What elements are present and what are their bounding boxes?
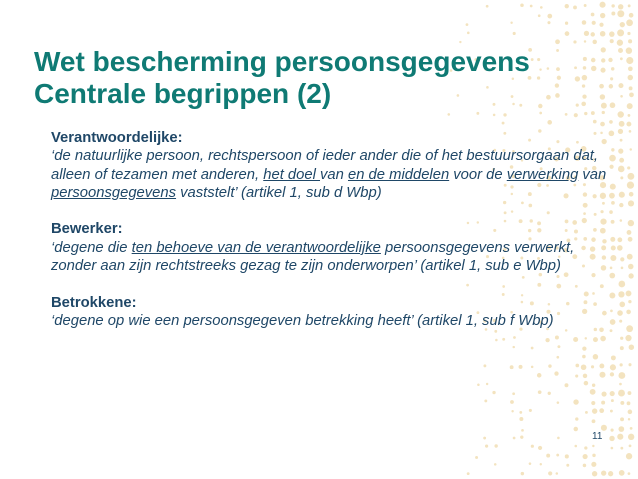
decorative-dot [467, 32, 470, 35]
decorative-dot [467, 472, 470, 475]
decorative-dot [599, 2, 605, 8]
decorative-dot [617, 434, 623, 440]
decorative-dot [591, 365, 594, 368]
decorative-dot [628, 39, 632, 43]
decorative-dot [520, 436, 523, 439]
decorative-dot [519, 411, 522, 414]
decorative-dot [573, 6, 577, 10]
decorative-dot [592, 454, 595, 457]
decorative-dot [485, 445, 488, 448]
decorative-dot [584, 31, 589, 36]
decorative-dot [625, 335, 631, 341]
decorative-dot [609, 120, 613, 124]
decorative-dot [573, 399, 578, 404]
decorative-dot [547, 21, 550, 24]
decorative-dot [618, 48, 623, 53]
decorative-dot [617, 111, 623, 117]
decorative-dot [619, 320, 622, 323]
decorative-dot [620, 22, 625, 27]
decorative-dot [611, 399, 614, 402]
slide-title [34, 46, 530, 110]
decorative-dot [626, 19, 633, 26]
decorative-dot [599, 84, 604, 89]
decorative-dot [628, 75, 634, 81]
decorative-dot [627, 32, 630, 35]
decorative-dot [617, 245, 623, 251]
decorative-dot [620, 139, 623, 142]
decorative-dot [538, 14, 541, 17]
decorative-dot [547, 120, 552, 125]
decorative-dot [582, 75, 588, 81]
decorative-dot [601, 470, 606, 475]
decorative-dot [610, 237, 615, 242]
decorative-dot [530, 5, 533, 8]
decorative-dot [538, 390, 542, 394]
decorative-dot [627, 182, 634, 189]
decorative-dot [492, 391, 495, 394]
decorative-dot [608, 58, 612, 62]
decorative-dot [583, 57, 587, 61]
decorative-dot [575, 76, 580, 81]
decorative-dot [513, 437, 516, 440]
decorative-dot [600, 122, 605, 127]
decorative-dot [540, 6, 543, 9]
decorative-dot [610, 364, 616, 370]
decorative-dot [538, 446, 542, 450]
decorative-dot [590, 389, 596, 395]
definition-betrokkene [51, 294, 611, 331]
decorative-dot [601, 391, 606, 396]
decorative-dot [575, 364, 579, 368]
decorative-dot [618, 166, 625, 173]
decorative-dot [582, 84, 585, 87]
decorative-dot [629, 130, 632, 133]
decorative-dot [557, 437, 560, 440]
decorative-dot [618, 129, 623, 134]
definition-text [51, 313, 554, 329]
decorative-dot [529, 462, 532, 465]
decorative-dot [611, 429, 614, 432]
text-part: persoonsgegevens verwerkt, zonder aan zijn rechtstreeks gezag te zijn onderworpen’ (artikel 1, sub e Wbp) [51, 239, 575, 275]
decorative-dot [557, 401, 560, 404]
decorative-dot [626, 122, 631, 127]
decorative-dot [627, 230, 632, 235]
decorative-dot [626, 310, 631, 315]
decorative-dot [611, 67, 614, 70]
definition-verantwoordelijke [51, 129, 611, 202]
decorative-dot [619, 203, 623, 207]
decorative-dot [584, 4, 587, 7]
decorative-dot [503, 113, 506, 116]
decorative-dot [548, 364, 551, 367]
decorative-dot [620, 447, 623, 450]
decorative-dot [573, 40, 576, 43]
decorative-dot [628, 114, 631, 117]
decorative-dot [521, 429, 524, 432]
term-bewerker: Bewerker: [51, 221, 123, 238]
decorative-dot [582, 94, 586, 98]
decorative-dot [548, 471, 552, 475]
decorative-dot [626, 47, 632, 53]
text-part: vaststelt’ (artikel 1, sub d Wbp) [176, 184, 382, 201]
decorative-dot [529, 409, 532, 412]
decorative-dot [556, 356, 559, 359]
decorative-dot [591, 58, 596, 63]
decorative-dot [630, 427, 633, 430]
decorative-dot [620, 176, 623, 179]
decorative-dot [618, 426, 624, 432]
decorative-dot [611, 246, 616, 251]
decorative-dot [575, 417, 578, 420]
decorative-dot [609, 31, 615, 37]
decorative-dot [628, 434, 634, 440]
decorative-dot [512, 392, 515, 395]
decorative-dot [583, 464, 587, 468]
decorative-dot [617, 10, 624, 17]
decorative-dot [547, 14, 552, 19]
decorative-dot [629, 92, 634, 97]
decorative-dot [628, 220, 634, 226]
decorative-dot [502, 122, 505, 125]
decorative-dot [611, 447, 614, 450]
decorative-dot [609, 84, 613, 88]
decorative-dot [510, 22, 512, 24]
decorative-dot [466, 23, 469, 26]
decorative-dot [484, 399, 487, 402]
decorative-dot [620, 257, 624, 261]
decorative-dot [537, 373, 542, 378]
decorative-dot [540, 463, 542, 465]
decorative-dot [617, 29, 624, 36]
decorative-dot [627, 173, 634, 180]
decorative-dot [617, 237, 622, 242]
decorative-dot [513, 32, 516, 35]
decorative-dot [611, 201, 615, 205]
decorative-dot [619, 302, 625, 308]
decorative-dot [584, 112, 587, 115]
decorative-dot [593, 120, 597, 124]
decorative-dot [531, 366, 534, 369]
decorative-dot [618, 390, 625, 397]
decorative-dot [620, 363, 623, 366]
decorative-dot [556, 49, 559, 52]
decorative-dot [600, 31, 606, 37]
decorative-dot [629, 444, 632, 447]
decorative-dot [591, 462, 596, 467]
decorative-dot [628, 391, 632, 395]
decorative-dot [601, 58, 605, 62]
decorative-dot [554, 371, 558, 375]
decorative-dot [521, 472, 524, 475]
term-verantwoordelijke: Verantwoordelijke: [51, 130, 183, 146]
decorative-dot [601, 425, 607, 431]
decorative-dot [494, 444, 497, 447]
decorative-dot [610, 102, 616, 108]
decorative-dot [555, 93, 560, 98]
decorative-dot [582, 20, 587, 25]
decorative-dot [556, 472, 559, 475]
definition-text [51, 240, 574, 274]
decorative-dot [519, 365, 523, 369]
decorative-dot [538, 104, 542, 108]
decorative-dot [620, 417, 624, 421]
decorative-dot [599, 372, 605, 378]
decorative-dot [584, 40, 586, 42]
decorative-dot [601, 401, 605, 405]
decorative-dot [618, 149, 623, 154]
decorative-dot [626, 453, 632, 459]
decorative-dot [520, 3, 524, 7]
decorative-dot [628, 300, 631, 303]
decorative-dot [610, 410, 613, 413]
decorative-dot [590, 32, 594, 36]
decorative-dot [610, 39, 614, 43]
decorative-dot [599, 23, 603, 27]
decorative-dot [574, 113, 578, 117]
decorative-dot [459, 41, 461, 43]
decorative-dot [617, 40, 623, 46]
underlined-middelen: en de middelen [347, 166, 450, 183]
text-part: ‘degene op wie een persoonsgegeven betrekking heeft’ (artikel 1, sub f Wbp) [51, 312, 554, 329]
decorative-dot [611, 12, 615, 16]
decorative-dot [610, 372, 614, 376]
decorative-dot [627, 103, 633, 109]
decorative-dot [583, 66, 587, 70]
decorative-dot [566, 464, 569, 467]
decorative-dot [608, 471, 613, 476]
decorative-dot [617, 310, 623, 316]
decorative-dot [618, 291, 624, 297]
decorative-dot [494, 463, 497, 466]
decorative-dot [600, 68, 605, 73]
decorative-dot [610, 255, 616, 261]
decorative-dot [531, 445, 534, 448]
underlined-persoonsgegevens: persoonsgegevens [51, 184, 177, 201]
decorative-dot [547, 67, 550, 70]
decorative-dot [574, 445, 577, 448]
decorative-dot [592, 40, 596, 44]
decorative-dot [565, 4, 569, 8]
decorative-dot [539, 112, 542, 115]
decorative-dot [511, 410, 513, 412]
decorative-dot [626, 57, 633, 64]
decorative-dot [486, 383, 488, 385]
decorative-dot [601, 103, 607, 109]
decorative-dot [483, 437, 486, 440]
decorative-dot [599, 408, 604, 413]
decorative-dot [574, 66, 577, 69]
definitions-body [51, 129, 611, 349]
decorative-dot [628, 472, 631, 475]
decorative-dot [592, 445, 594, 447]
decorative-dot [628, 264, 634, 270]
decorative-dot [591, 66, 596, 71]
decorative-dot [629, 344, 634, 349]
decorative-dot [565, 31, 570, 36]
decorative-dot [447, 113, 450, 116]
decorative-dot [583, 454, 588, 459]
decorative-dot [592, 408, 597, 413]
decorative-dot [610, 391, 615, 396]
decorative-dot [618, 372, 625, 379]
decorative-dot [583, 374, 587, 378]
decorative-dot [619, 158, 624, 163]
decorative-dot [483, 364, 486, 367]
decorative-dot [627, 254, 633, 260]
decorative-dot [537, 58, 540, 61]
decorative-dot [584, 446, 587, 449]
decorative-dot [591, 111, 595, 115]
page-number: 11 [592, 431, 603, 442]
decorative-dot [592, 21, 596, 25]
definition-text [51, 148, 606, 201]
decorative-dot [620, 95, 623, 98]
decorative-dot [628, 4, 631, 7]
title-line-1: Wet bescherming persoonsgegevens [34, 46, 530, 77]
decorative-dot [620, 337, 623, 340]
decorative-dot [600, 94, 605, 99]
decorative-dot [557, 76, 561, 80]
decorative-dot [628, 273, 633, 278]
text-part: ‘de natuurlijke persoon, rechtspersoon of ieder ander die of het bestuursorgaan dat, alleen of tezamen met anderen, [51, 148, 599, 183]
decorative-dot [475, 456, 478, 459]
decorative-dot [619, 281, 626, 288]
decorative-dot [618, 83, 623, 88]
decorative-dot [592, 471, 597, 476]
decorative-dot [611, 148, 614, 151]
decorative-dot [620, 346, 624, 350]
title-line-2: Centrale begrippen (2) [34, 78, 332, 109]
decorative-dot [565, 113, 568, 116]
decorative-dot [555, 83, 559, 87]
decorative-dot [621, 267, 624, 270]
underlined-ten-behoeve: ten behoeve van de verantwoordelijke [131, 239, 381, 256]
decorative-dot [628, 66, 633, 71]
decorative-dot [531, 58, 534, 61]
decorative-dot [629, 192, 634, 197]
decorative-dot [486, 5, 489, 8]
decorative-dot [620, 219, 623, 222]
decorative-dot [581, 102, 586, 107]
decorative-dot [629, 86, 633, 90]
decorative-dot [556, 67, 560, 71]
decorative-dot [627, 401, 631, 405]
decorative-dot [626, 325, 633, 332]
underlined-het-doel: het doel [263, 166, 321, 183]
decorative-dot [493, 114, 496, 117]
decorative-dot [599, 364, 604, 369]
decorative-dot [611, 355, 616, 360]
decorative-dot [555, 39, 560, 44]
decorative-dot [628, 237, 633, 242]
decorative-dot [574, 427, 578, 431]
text-part: ‘degene die [51, 239, 132, 256]
decorative-dot [585, 411, 588, 414]
decorative-dot [628, 418, 630, 420]
decorative-dot [618, 4, 623, 9]
decorative-dot [510, 365, 514, 369]
decorative-dot [539, 68, 541, 70]
decorative-dot [601, 47, 606, 52]
decorative-dot [602, 111, 605, 114]
decorative-dot [584, 381, 589, 386]
underlined-verwerking: verwerking [506, 166, 579, 183]
decorative-dot [620, 401, 624, 405]
decorative-dot [620, 57, 623, 60]
decorative-dot [519, 417, 523, 421]
decorative-dot [565, 383, 569, 387]
decorative-dot [548, 392, 551, 395]
decorative-dot [546, 95, 551, 100]
decorative-dot [627, 166, 630, 169]
text-part: van [320, 166, 348, 183]
text-part: van [578, 166, 607, 183]
decorative-dot [565, 22, 568, 25]
decorative-dot [476, 112, 479, 115]
definition-bewerker [51, 220, 611, 275]
decorative-dot [581, 364, 587, 370]
decorative-dot [591, 13, 595, 17]
term-betrokkene: Betrokkene: [51, 294, 137, 311]
text-part: voor de [449, 166, 507, 183]
decorative-dot [630, 148, 632, 150]
decorative-dot [626, 291, 632, 297]
decorative-dot [576, 103, 579, 106]
decorative-dot [575, 374, 578, 377]
decorative-dot [477, 383, 480, 386]
decorative-dot [593, 354, 598, 359]
decorative-dot [610, 77, 613, 80]
decorative-dot [537, 76, 540, 79]
decorative-dot [619, 383, 622, 386]
decorative-dot [629, 13, 634, 18]
decorative-dot [565, 454, 569, 458]
decorative-dot [592, 384, 595, 387]
decorative-dot [628, 363, 631, 366]
decorative-dot [611, 220, 615, 224]
decorative-dot [582, 355, 586, 359]
decorative-dot [609, 436, 614, 441]
decorative-dot [619, 121, 625, 127]
decorative-dot [611, 4, 614, 7]
decorative-dot [600, 13, 605, 18]
decorative-dot [592, 419, 596, 423]
decorative-dot [556, 454, 559, 457]
decorative-dot [628, 410, 633, 415]
decorative-dot [628, 200, 634, 206]
decorative-dot [546, 454, 550, 458]
decorative-dot [619, 192, 625, 198]
decorative-dot [619, 470, 625, 476]
decorative-dot [591, 401, 595, 405]
decorative-dot [510, 400, 514, 404]
